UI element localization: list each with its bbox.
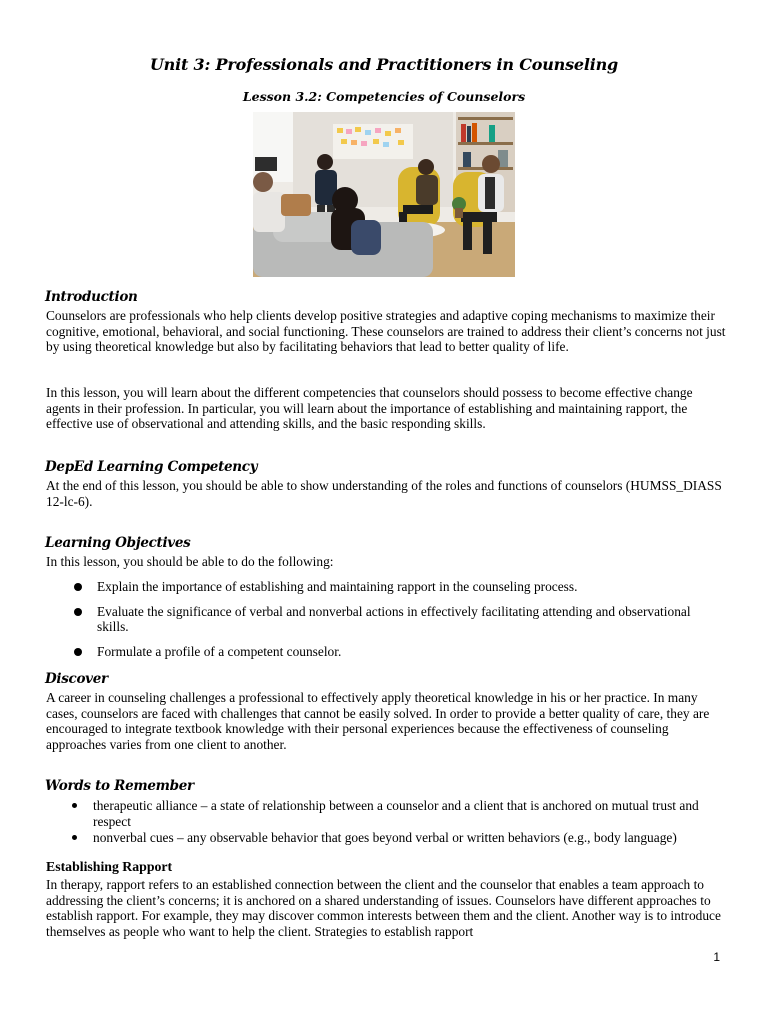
list-item: Explain the importance of establishing and maintaining rapport in the counseling process. bbox=[70, 579, 720, 595]
objectives-intro: In this lesson, you should be able to do the following: bbox=[46, 554, 334, 569]
competency-heading: DepEd Learning Competency bbox=[45, 459, 258, 475]
list-item: therapeutic alliance – a state of relationship between a counselor and a client that is anchored on mutual trust and respect bbox=[68, 798, 728, 829]
list-item: nonverbal cues – any observable behavior that goes beyond verbal or written behaviors (e.g., body language) bbox=[68, 830, 728, 846]
discover-paragraph: A career in counseling challenges a professional to effectively apply theoretical knowledge in his or her practice. In many cases, counselors are faced with challenges that cannot be easily solved. In order to provide a better quality of care, they are encouraged to integrate textbook knowledge with their personal experiences because the effectiveness of counseling approaches varies from one client to another. bbox=[46, 690, 710, 752]
rapport-heading: Establishing Rapport bbox=[46, 859, 173, 874]
words-heading: Words to Remember bbox=[45, 778, 194, 794]
introduction-heading: Introduction bbox=[45, 289, 138, 305]
list-item: Evaluate the significance of verbal and nonverbal actions in effectively facilitating attending and observational skills. bbox=[70, 604, 720, 635]
lesson-subtitle: Lesson 3.2: Competencies of Counselors bbox=[242, 89, 526, 104]
introduction-paragraph-2: In this lesson, you will learn about the different competencies that counselors should possess to become effective change agents in their profession. In particular, you will learn about the importance of establishing and maintaining rapport, the effective use of observational and attending skills, and the basic responding skills. bbox=[46, 385, 693, 431]
introduction-paragraph-1: Counselors are professionals who help clients develop positive strategies and adaptive coping mechanisms to maximize their cognitive, emotional, behavioral, and social functioning. These counselors are trained to address their client’s concerns not just by using theoretical knowledge but also by facilitating behaviors that lead to better quality of life. bbox=[46, 308, 726, 354]
page-number: 1 bbox=[713, 950, 720, 964]
counseling-group-photo bbox=[253, 112, 515, 277]
objectives-heading: Learning Objectives bbox=[45, 535, 191, 551]
rapport-paragraph: In therapy, rapport refers to an established connection between the client and the counselor that enables a team approach to addressing the client’s concerns; it is anchored on a shared understanding of issues. Counselors have different approaches to establish rapport. For example, they may discover common interests between them and the client. Another way is to introduce themselves as people who want to help the client. Strategies to establish rapport bbox=[46, 877, 721, 939]
objectives-list bbox=[70, 579, 720, 668]
discover-heading: Discover bbox=[45, 671, 108, 687]
words-list bbox=[68, 798, 728, 847]
unit-title: Unit 3: Professionals and Practitioners in Counseling bbox=[149, 55, 619, 74]
list-item: Formulate a profile of a competent counselor. bbox=[70, 644, 720, 660]
competency-paragraph: At the end of this lesson, you should be able to show understanding of the roles and functions of counselors (HUMSS_DIASS 12-lc-6). bbox=[46, 478, 722, 509]
